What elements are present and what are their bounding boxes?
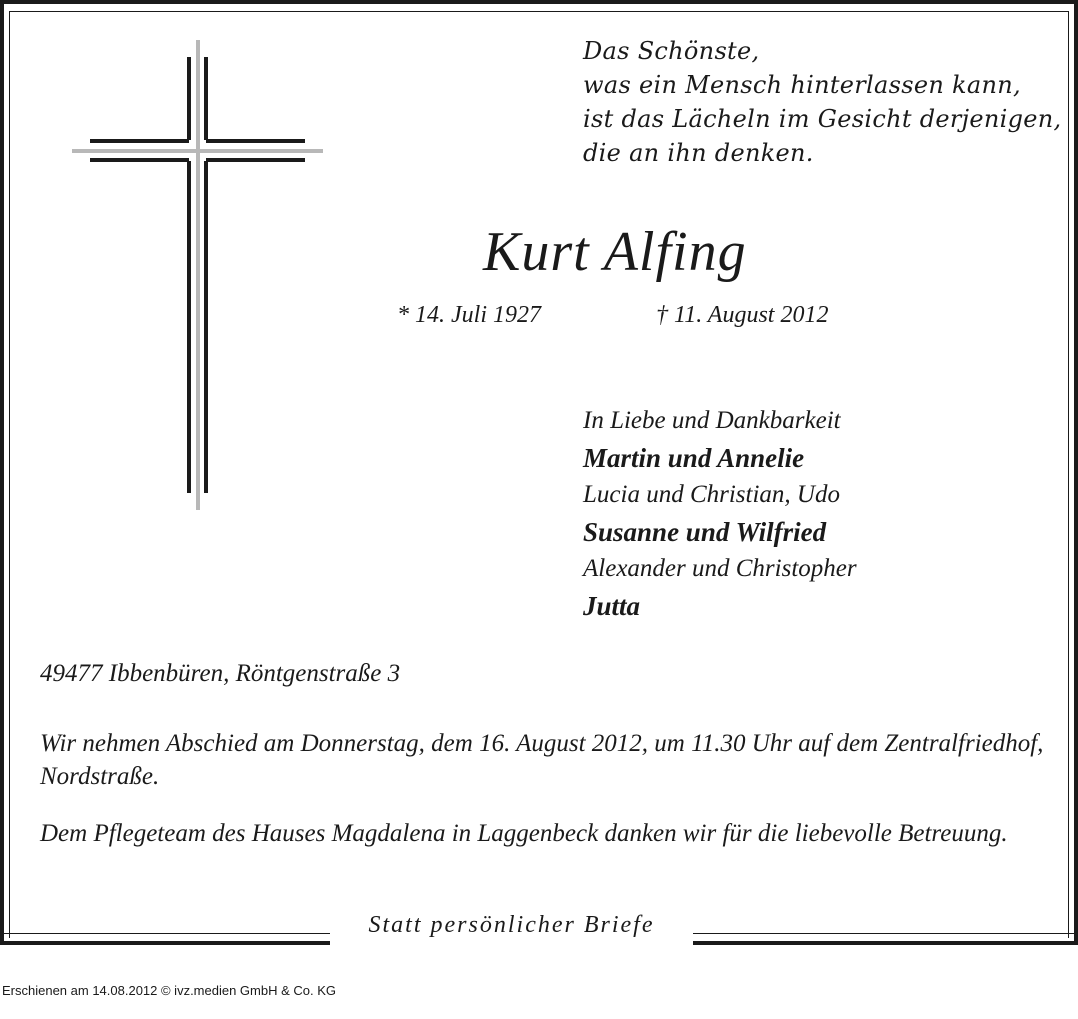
- mourners-list: [583, 404, 857, 626]
- memorial-poem: [583, 34, 1061, 170]
- mourner-children: Lucia und Christian, Udo: [583, 481, 840, 508]
- mourner-children: Alexander und Christopher: [583, 555, 857, 582]
- footer-note: Statt persönlicher Briefe: [368, 912, 655, 938]
- mourner-name: Martin und Annelie: [583, 443, 805, 473]
- birth-date: * 14. Juli 1927: [397, 302, 541, 328]
- mourners-intro: In Liebe und Dankbarkeit: [583, 407, 841, 434]
- family-address: 49477 Ibbenbüren, Röntgenstraße 3: [40, 660, 401, 687]
- funeral-notice: Wir nehmen Abschied am Donnerstag, dem 16. August 2012, um 11.30 Uhr auf dem Zentralfriedhof, Nordstraße.: [40, 730, 1044, 790]
- mourner-name: Jutta: [583, 591, 641, 621]
- thanks-notice: Dem Pflegeteam des Hauses Magdalena in Laggenbeck danken wir für die liebevolle Betreuung.: [40, 820, 1008, 847]
- poem-line: die an ihn denken.: [583, 139, 814, 167]
- death-date: † 11. August 2012: [656, 302, 829, 328]
- mourner-name: Susanne und Wilfried: [583, 517, 827, 547]
- poem-line: Das Schönste,: [583, 37, 760, 65]
- cross-icon: [60, 35, 340, 515]
- poem-line: was ein Mensch hinterlassen kann,: [583, 71, 1021, 99]
- poem-line: ist das Lächeln im Gesicht derjenigen,: [583, 105, 1062, 133]
- deceased-name: Kurt Alfing: [483, 221, 747, 283]
- bottom-rule-left: [0, 933, 330, 945]
- bottom-rule-right: [693, 933, 1078, 945]
- publication-credit: Erschienen am 14.08.2012 © ivz.medien GmbH & Co. KG: [2, 983, 337, 998]
